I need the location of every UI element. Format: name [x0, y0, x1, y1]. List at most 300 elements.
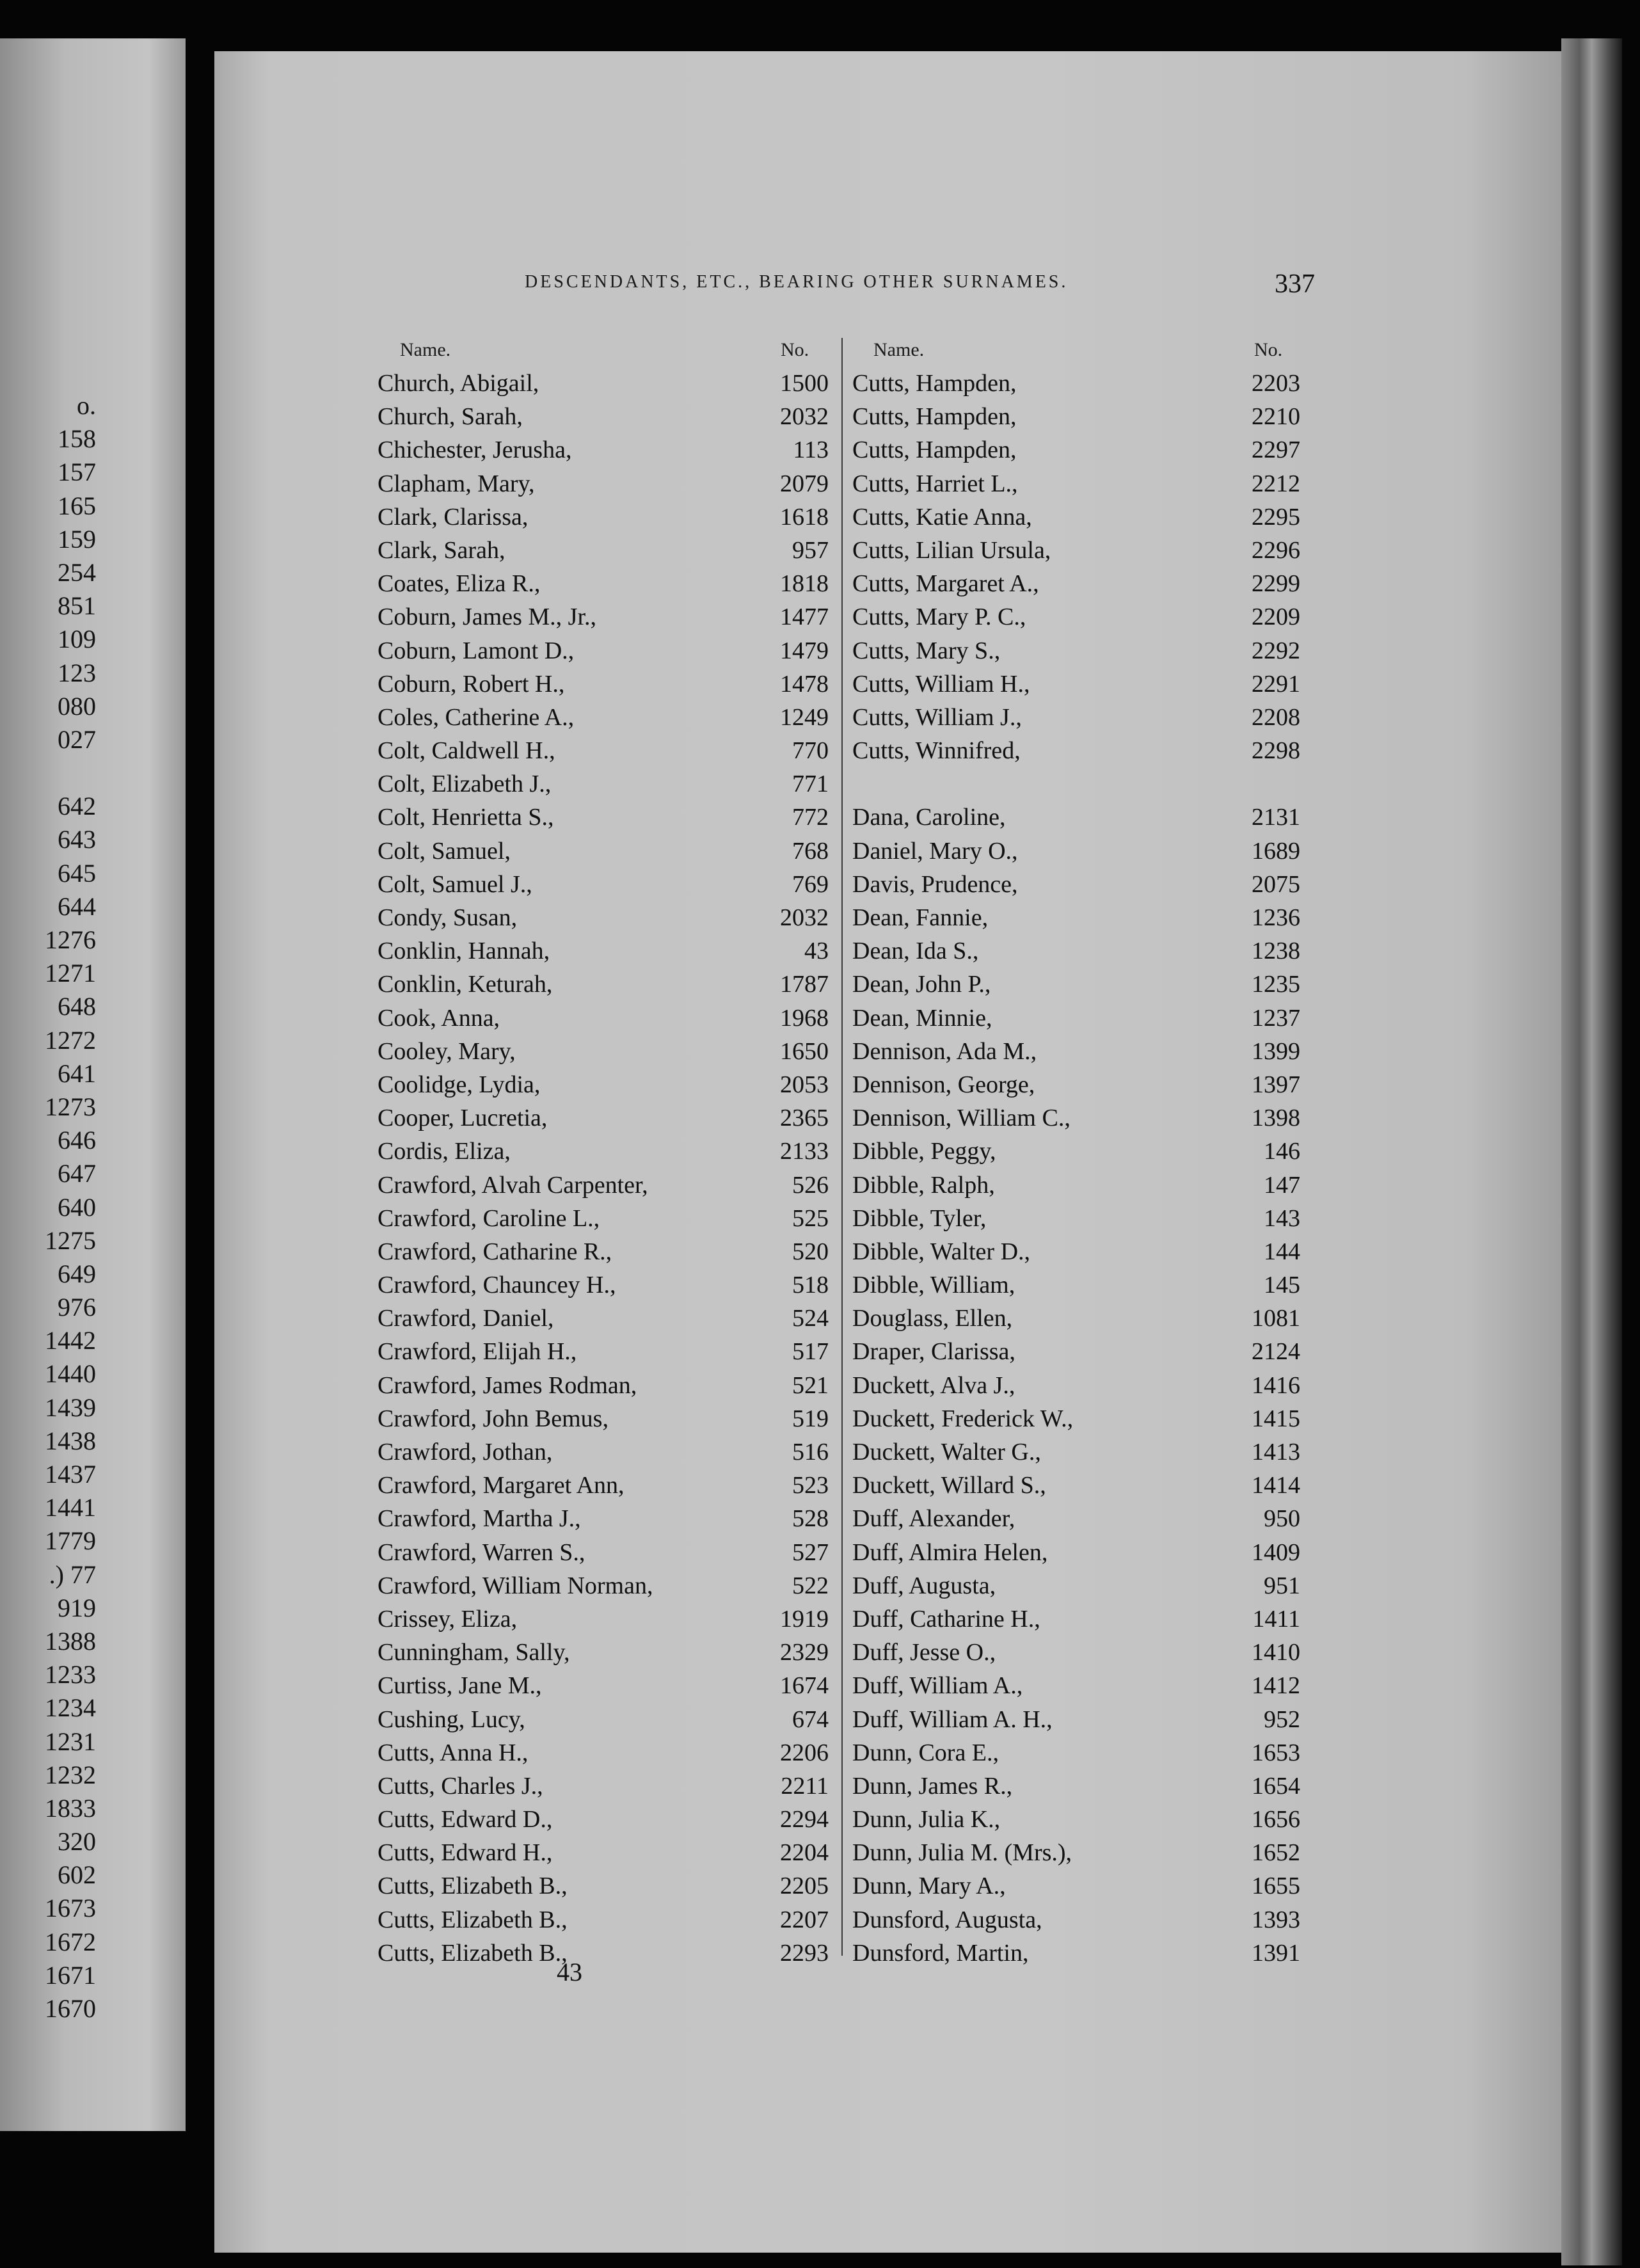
previous-page-number: 159	[58, 524, 96, 554]
index-entry	[378, 1803, 829, 1836]
index-entry	[378, 1235, 829, 1268]
index-entry	[378, 1502, 829, 1535]
entry-number: 674	[792, 1705, 829, 1733]
page-number: 337	[1275, 269, 1315, 299]
entry-number: 957	[792, 536, 829, 564]
entry-number: 516	[792, 1439, 829, 1465]
entry-number: 1479	[780, 637, 829, 664]
entry-name: Cutts, Winnifred,	[852, 737, 1021, 765]
entry-name: Crawford, Elijah H.,	[378, 1338, 577, 1366]
entry-name: Dean, John P.,	[852, 971, 991, 998]
entry-number: 1081	[1252, 1305, 1300, 1332]
entry-name: Dennison, George,	[852, 1071, 1035, 1098]
entry-name: Cutts, Mary P. C.,	[852, 603, 1026, 631]
index-entry	[852, 400, 1300, 433]
index-entry	[852, 1636, 1300, 1669]
previous-page-number: 1437	[45, 1460, 96, 1489]
entry-name: Crawford, Caroline L.,	[378, 1204, 600, 1232]
entry-name: Duckett, Frederick W.,	[852, 1405, 1074, 1432]
entry-number: 2299	[1252, 570, 1300, 598]
entry-number: 2212	[1252, 470, 1300, 497]
entry-number: 1393	[1252, 1906, 1300, 1933]
entry-name: Draper, Clarissa,	[852, 1338, 1015, 1366]
previous-page-number: 649	[58, 1259, 96, 1288]
entry-name: Crissey, Eliza,	[378, 1605, 518, 1633]
entry-number: 144	[1264, 1238, 1300, 1265]
index-entry	[852, 500, 1300, 534]
entry-number: 1477	[780, 603, 829, 631]
entry-number: 771	[792, 771, 829, 798]
previous-page-number: 976	[58, 1293, 96, 1322]
index-entry	[378, 1836, 829, 1869]
index-entry	[378, 1268, 829, 1302]
previous-page-number: 640	[58, 1192, 96, 1222]
index-entry	[378, 467, 829, 500]
index-entry	[378, 1169, 829, 1202]
entry-number: 1414	[1252, 1472, 1300, 1499]
entry-name: Dunn, Julia K.,	[852, 1806, 1001, 1833]
index-entry	[378, 767, 829, 801]
index-entry	[852, 1035, 1300, 1068]
index-entry	[378, 901, 829, 934]
index-entry	[378, 1435, 829, 1469]
index-entry	[378, 367, 829, 400]
entry-name: Cutts, Charles J.,	[378, 1772, 543, 1800]
index-entry	[378, 1869, 829, 1903]
previous-page-number: 1779	[45, 1526, 96, 1556]
index-entry	[852, 1435, 1300, 1469]
previous-page-number: 1231	[45, 1727, 96, 1756]
entry-name: Crawford, Daniel,	[378, 1305, 554, 1332]
previous-page-number: 1442	[45, 1326, 96, 1355]
entry-name: Cutts, Hampden,	[852, 403, 1017, 431]
previous-page-number: 648	[58, 992, 96, 1021]
index-entry	[378, 1769, 829, 1803]
entry-number: 1968	[780, 1004, 829, 1032]
entry-number: 1689	[1252, 837, 1300, 865]
entry-number: 770	[792, 737, 829, 765]
entry-number: 1411	[1252, 1605, 1300, 1633]
index-entry	[378, 634, 829, 667]
entry-number: 2032	[780, 904, 829, 931]
entry-number: 2032	[780, 403, 829, 431]
previous-page-number: 851	[58, 591, 96, 621]
index-entry	[852, 1903, 1300, 1937]
index-entry	[852, 1002, 1300, 1035]
previous-page-edge	[0, 38, 186, 2131]
index-entry	[378, 868, 829, 901]
entry-name: Dennison, William C.,	[852, 1105, 1071, 1132]
index-entry	[852, 634, 1300, 667]
entry-number: 2079	[780, 470, 829, 497]
index-entry	[852, 1536, 1300, 1569]
entry-number: 1237	[1252, 1004, 1300, 1032]
entry-name: Cutts, Anna H.,	[378, 1739, 529, 1766]
entry-name: Cunningham, Sally,	[378, 1639, 570, 1666]
entry-number: 519	[792, 1405, 829, 1432]
previous-page-number: 1275	[45, 1226, 96, 1255]
previous-page-number: o.	[77, 391, 96, 420]
previous-page-number: .) 77	[49, 1560, 96, 1589]
entry-name: Cutts, Hampden,	[852, 370, 1017, 397]
entry-name: Dunsford, Augusta,	[852, 1906, 1042, 1933]
entry-name: Colt, Samuel,	[378, 837, 511, 865]
index-entry	[378, 400, 829, 433]
previous-page-number: 157	[58, 458, 96, 487]
entry-number: 1654	[1252, 1772, 1300, 1800]
index-entry	[852, 968, 1300, 1001]
entry-name: Davis, Prudence,	[852, 870, 1018, 898]
entry-number: 518	[792, 1272, 829, 1299]
index-entry	[378, 1703, 829, 1736]
previous-page-number: 1272	[45, 1025, 96, 1055]
entry-name: Dibble, Walter D.,	[852, 1238, 1031, 1265]
index-entry	[852, 1669, 1300, 1702]
entry-name: Cook, Anna,	[378, 1004, 500, 1032]
entry-name: Duff, Jesse O.,	[852, 1639, 996, 1666]
index-entry	[378, 534, 829, 567]
entry-name: Dana, Caroline,	[852, 804, 1006, 831]
entry-name: Chichester, Jerusha,	[378, 436, 572, 464]
entry-number: 2203	[1252, 370, 1300, 397]
index-entry	[852, 1101, 1300, 1135]
entry-name: Clapham, Mary,	[378, 470, 535, 497]
entry-name: Conklin, Hannah,	[378, 938, 550, 965]
index-entry	[852, 367, 1300, 400]
entry-name: Coolidge, Lydia,	[378, 1071, 541, 1098]
previous-page-number: 645	[58, 858, 96, 888]
entry-name: Crawford, Margaret Ann,	[378, 1472, 625, 1499]
entry-number: 1652	[1252, 1839, 1300, 1867]
entry-name: Colt, Samuel J.,	[378, 870, 532, 898]
index-entry	[378, 1369, 829, 1402]
entry-name: Crawford, John Bemus,	[378, 1405, 609, 1432]
previous-page-number: 919	[58, 1593, 96, 1622]
previous-page-number: 643	[58, 825, 96, 854]
index-entry	[378, 1035, 829, 1068]
index-entry	[378, 1335, 829, 1368]
entry-name: Dibble, Peggy,	[852, 1138, 996, 1165]
entry-number: 1398	[1252, 1105, 1300, 1132]
entry-name: Cutts, Margaret A.,	[852, 570, 1039, 598]
index-entry	[378, 701, 829, 734]
index-entry	[852, 1068, 1300, 1101]
entry-name: Dibble, Tyler,	[852, 1204, 987, 1232]
index-entry	[378, 1569, 829, 1602]
entry-name: Dunn, Julia M. (Mrs.),	[852, 1839, 1072, 1867]
entry-name: Dunn, James R.,	[852, 1772, 1013, 1800]
previous-page-number: 1233	[45, 1660, 96, 1689]
entry-name: Dunn, Mary A.,	[852, 1873, 1006, 1900]
entry-name: Cutts, Elizabeth B.,	[378, 1873, 568, 1900]
entry-name: Crawford, James Rodman,	[378, 1371, 637, 1399]
entry-name: Coles, Catherine A.,	[378, 703, 575, 731]
index-entry	[852, 934, 1300, 968]
entry-name: Dennison, Ada M.,	[852, 1037, 1037, 1065]
index-entry	[378, 1669, 829, 1702]
entry-number: 523	[792, 1472, 829, 1499]
entry-number: 113	[793, 436, 829, 464]
entry-name: Cutts, Elizabeth B.,	[378, 1939, 568, 1967]
entry-number: 2293	[780, 1939, 829, 1967]
signature-mark: 43	[557, 1958, 582, 1986]
entry-number: 2292	[1252, 637, 1300, 664]
entry-name: Dunn, Cora E.,	[852, 1739, 999, 1766]
entry-number: 2124	[1252, 1338, 1300, 1366]
index-entry	[852, 600, 1300, 634]
entry-number: 1787	[780, 971, 829, 998]
index-entry	[378, 1302, 829, 1335]
entry-number: 950	[1264, 1505, 1300, 1533]
entry-name: Cutts, Mary S.,	[852, 637, 1001, 664]
index-entry	[378, 1602, 829, 1636]
entry-name: Conklin, Keturah,	[378, 971, 553, 998]
entry-name: Duckett, Walter G.,	[852, 1439, 1041, 1465]
entry-number: 2294	[780, 1806, 829, 1833]
entry-number: 2204	[780, 1839, 829, 1867]
entry-number: 769	[792, 870, 829, 898]
entry-name: Dean, Fannie,	[852, 904, 989, 931]
entry-number: 1413	[1252, 1439, 1300, 1465]
index-entry	[852, 433, 1300, 467]
entry-name: Duff, William A.,	[852, 1672, 1023, 1700]
entry-number: 2211	[781, 1772, 829, 1800]
index-entry	[378, 1469, 829, 1502]
entry-number: 522	[792, 1572, 829, 1599]
entry-number: 1236	[1252, 904, 1300, 931]
index-entry	[852, 801, 1300, 834]
index-entry	[852, 1202, 1300, 1235]
entry-number: 517	[792, 1338, 829, 1366]
previous-page-number: 1833	[45, 1793, 96, 1823]
index-entry	[852, 1302, 1300, 1335]
entry-name: Church, Abigail,	[378, 370, 539, 397]
previous-page-number: 647	[58, 1159, 96, 1188]
entry-number: 1399	[1252, 1037, 1300, 1065]
index-entry	[378, 1636, 829, 1669]
entry-name: Cutts, Harriet L.,	[852, 470, 1018, 497]
index-entry	[852, 868, 1300, 901]
index-entry	[852, 1803, 1300, 1836]
previous-page-number: 080	[58, 691, 96, 721]
entry-number: 1410	[1252, 1639, 1300, 1666]
index-entry	[378, 1536, 829, 1569]
entry-number: 2053	[780, 1071, 829, 1098]
previous-page-number: 642	[58, 792, 96, 821]
index-entry	[852, 1736, 1300, 1769]
previous-page-number: 1438	[45, 1426, 96, 1455]
index-entry	[378, 1736, 829, 1769]
index-entry	[852, 1235, 1300, 1268]
index-entry	[852, 1369, 1300, 1402]
index-entry	[378, 500, 829, 534]
entry-name: Douglass, Ellen,	[852, 1305, 1013, 1332]
entry-name: Crawford, Warren S.,	[378, 1538, 585, 1566]
entry-number: 1500	[780, 370, 829, 397]
index-entry	[852, 1602, 1300, 1636]
previous-page-number: 1671	[45, 1960, 96, 1990]
previous-page-number: 1388	[45, 1626, 96, 1656]
previous-page-number: 1670	[45, 1994, 96, 2023]
index-entry	[378, 1202, 829, 1235]
entry-number: 528	[792, 1505, 829, 1533]
entry-number: 147	[1264, 1171, 1300, 1199]
entry-name: Curtiss, Jane M.,	[378, 1672, 542, 1700]
previous-page-number: 641	[58, 1058, 96, 1088]
previous-page-number: 1276	[45, 925, 96, 954]
index-entry	[378, 1402, 829, 1435]
entry-name: Cutts, Edward H.,	[378, 1839, 553, 1867]
entry-name: Crawford, Chauncey H.,	[378, 1272, 616, 1299]
entry-name: Duckett, Willard S.,	[852, 1472, 1046, 1499]
index-entry	[852, 835, 1300, 868]
entry-number: 951	[1264, 1572, 1300, 1599]
entry-number: 1409	[1252, 1538, 1300, 1566]
left-no-header: No.	[781, 339, 809, 360]
entry-name: Cooper, Lucretia,	[378, 1105, 548, 1132]
entry-number: 520	[792, 1238, 829, 1265]
entry-name: Duff, Augusta,	[852, 1572, 996, 1599]
entry-number: 2295	[1252, 503, 1300, 531]
previous-page-number	[0, 756, 96, 790]
previous-page-number: 644	[58, 891, 96, 921]
right-index-column	[852, 367, 1300, 1970]
entry-name: Condy, Susan,	[378, 904, 518, 931]
index-entry	[378, 1135, 829, 1168]
index-entry	[852, 1869, 1300, 1903]
entry-number: 1249	[780, 703, 829, 731]
entry-name: Clark, Clarissa,	[378, 503, 529, 531]
index-entry	[378, 1002, 829, 1035]
previous-page-number: 1672	[45, 1927, 96, 1956]
entry-number: 2365	[780, 1105, 829, 1132]
index-entry	[378, 835, 829, 868]
entry-name: Coburn, James M., Jr.,	[378, 603, 596, 631]
entry-number: 526	[792, 1171, 829, 1199]
index-entry	[378, 734, 829, 767]
entry-name: Duff, Alexander,	[852, 1505, 1015, 1533]
previous-page-number: 1271	[45, 959, 96, 988]
entry-name: Coates, Eliza R.,	[378, 570, 541, 598]
entry-name: Clark, Sarah,	[378, 536, 506, 564]
entry-number: 1412	[1252, 1672, 1300, 1700]
entry-number: 1650	[780, 1037, 829, 1065]
previous-page-number: 1234	[45, 1693, 96, 1723]
entry-number: 2329	[780, 1639, 829, 1666]
index-entry	[378, 567, 829, 600]
page-edge-strip	[1561, 38, 1622, 2265]
entry-number: 2208	[1252, 703, 1300, 731]
entry-number: 772	[792, 804, 829, 831]
entry-number: 2133	[780, 1138, 829, 1165]
running-head: DESCENDANTS, ETC., BEARING OTHER SURNAMES.	[525, 272, 1069, 292]
entry-name: Cutts, William H.,	[852, 670, 1030, 698]
entry-name: Cutts, Hampden,	[852, 436, 1017, 464]
entry-number: 2210	[1252, 403, 1300, 431]
previous-page-number: 1441	[45, 1493, 96, 1522]
entry-number: 1238	[1252, 938, 1300, 965]
entry-number: 1674	[780, 1672, 829, 1700]
entry-name: Duff, Catharine H.,	[852, 1605, 1040, 1633]
previous-page-number: 602	[58, 1860, 96, 1890]
entry-name: Crawford, Jothan,	[378, 1439, 553, 1465]
entry-number: 2131	[1252, 804, 1300, 831]
index-entry	[378, 934, 829, 968]
entry-name: Cutts, William J.,	[852, 703, 1022, 731]
previous-page-number: 646	[58, 1126, 96, 1155]
entry-name: Duff, William A. H.,	[852, 1705, 1053, 1733]
index-entry	[852, 1268, 1300, 1302]
index-entry	[852, 1569, 1300, 1602]
previous-page-number: 1439	[45, 1393, 96, 1422]
entry-number: 2297	[1252, 436, 1300, 464]
index-entry	[852, 1469, 1300, 1502]
entry-name: Cushing, Lucy,	[378, 1705, 525, 1733]
entry-number: 145	[1264, 1272, 1300, 1299]
index-entry	[852, 701, 1300, 734]
index-entry	[852, 467, 1300, 500]
index-entry	[852, 1502, 1300, 1535]
index-entry	[852, 567, 1300, 600]
index-entry	[378, 801, 829, 834]
index-entry	[378, 433, 829, 467]
index-entry	[852, 1937, 1300, 1970]
entry-name: Cooley, Mary,	[378, 1037, 516, 1065]
entry-name: Crawford, Catharine R.,	[378, 1238, 612, 1265]
index-entry	[852, 1335, 1300, 1368]
previous-page-number: 123	[58, 658, 96, 687]
entry-number: 1656	[1252, 1806, 1300, 1833]
index-entry	[852, 1402, 1300, 1435]
index-entry	[852, 1135, 1300, 1168]
index-entry	[852, 1703, 1300, 1736]
entry-name: Dean, Ida S.,	[852, 938, 979, 965]
entry-number: 1818	[780, 570, 829, 598]
entry-number: 1653	[1252, 1739, 1300, 1766]
entry-number: 521	[792, 1371, 829, 1399]
index-entry	[852, 1769, 1300, 1803]
entry-name: Crawford, William Norman,	[378, 1572, 653, 1599]
entry-name: Cutts, Elizabeth B.,	[378, 1906, 568, 1933]
column-divider	[841, 338, 843, 1956]
previous-page-number: 1273	[45, 1092, 96, 1121]
index-entry	[378, 600, 829, 634]
entry-number: 2205	[780, 1873, 829, 1900]
entry-number: 2296	[1252, 536, 1300, 564]
left-name-header: Name.	[400, 339, 451, 360]
entry-number: 952	[1264, 1705, 1300, 1733]
entry-name: Cordis, Eliza,	[378, 1138, 511, 1165]
entry-name: Duff, Almira Helen,	[852, 1538, 1048, 1566]
entry-number: 1391	[1252, 1939, 1300, 1967]
entry-name: Colt, Elizabeth J.,	[378, 771, 552, 798]
entry-name: Dibble, William,	[852, 1272, 1015, 1299]
entry-number: 1655	[1252, 1873, 1300, 1900]
previous-page-number: 109	[58, 625, 96, 654]
index-entry	[378, 1101, 829, 1135]
entry-name: Crawford, Martha J.,	[378, 1505, 581, 1533]
entry-number: 146	[1264, 1138, 1300, 1165]
index-entry	[852, 734, 1300, 767]
entry-number: 1478	[780, 670, 829, 698]
entry-number: 2207	[780, 1906, 829, 1933]
entry-name: Cutts, Edward D.,	[378, 1806, 553, 1833]
entry-number: 143	[1264, 1204, 1300, 1232]
previous-page-number: 254	[58, 557, 96, 587]
previous-page-number: 165	[58, 491, 96, 520]
entry-name: Daniel, Mary O.,	[852, 837, 1018, 865]
previous-page-numbers	[0, 389, 96, 2025]
